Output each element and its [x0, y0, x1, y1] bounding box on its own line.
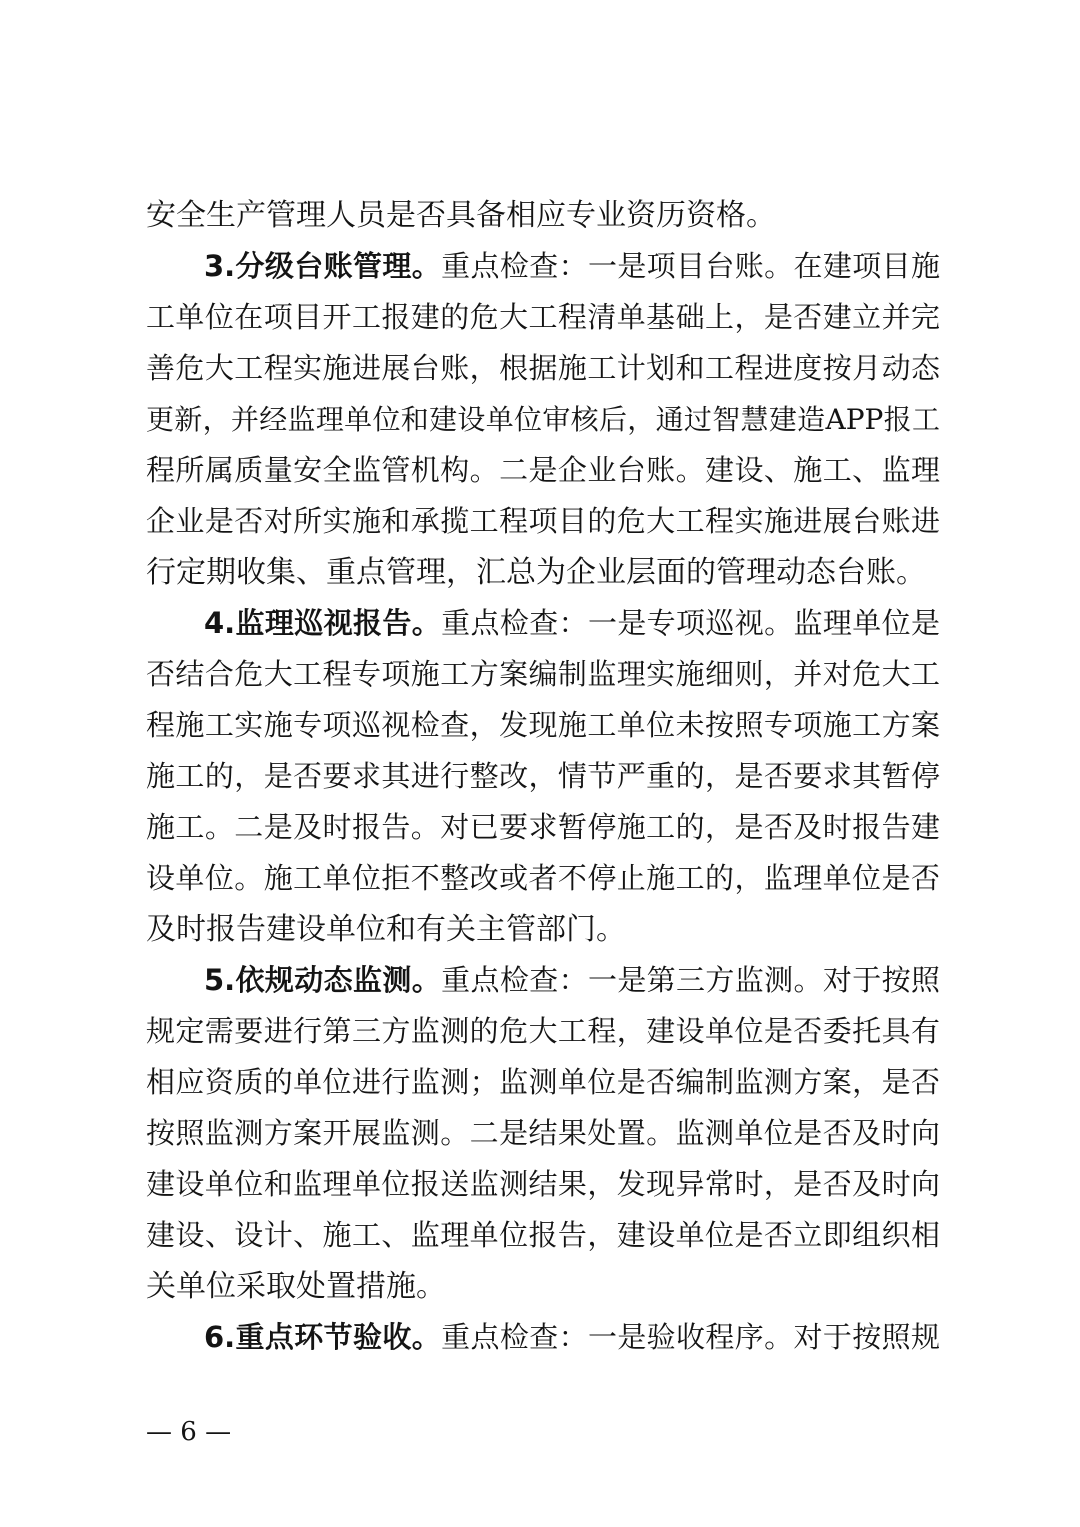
text-line: 施工。二是及时报告。对已要求暂停施工的，是否及时报告建	[146, 810, 940, 844]
section-heading-line: 6.重点环节验收。重点检查：一是验收程序。对于按照规	[204, 1320, 940, 1354]
text-line: 安全生产管理人员是否具备相应专业资历资格。	[146, 198, 776, 233]
text-line: 工单位在项目开工报建的危大工程清单基础上，是否建立并完	[146, 300, 940, 334]
text-line: 建设、设计、施工、监理单位报告，建设单位是否立即组织相	[146, 1218, 940, 1252]
text-line: 善危大工程实施进展台账，根据施工计划和工程进度按月动态	[146, 351, 940, 385]
text-line: 行定期收集、重点管理，汇总为企业层面的管理动态台账。	[146, 555, 926, 590]
text-line: 施工的，是否要求其进行整改，情节严重的，是否要求其暂停	[146, 759, 940, 793]
text-line: 按照监测方案开展监测。二是结果处置。监测单位是否及时向	[146, 1116, 940, 1150]
section-heading-line: 5.依规动态监测。重点检查：一是第三方监测。对于按照	[204, 963, 940, 997]
text-line: 程所属质量安全监管机构。二是企业台账。建设、施工、监理	[146, 453, 940, 487]
section-heading: 6.重点环节验收。	[204, 1320, 442, 1354]
section-heading: 4.监理巡视报告。	[204, 606, 442, 640]
text-line: 设单位。施工单位拒不整改或者不停止施工的，监理单位是否	[146, 861, 940, 895]
text-line: 关单位采取处置措施。	[146, 1269, 446, 1304]
text-line: 及时报告建设单位和有关主管部门。	[146, 912, 626, 947]
text-line: 否结合危大工程专项施工方案编制监理实施细则，并对危大工	[146, 657, 940, 691]
text-line: 建设单位和监理单位报送监测结果，发现异常时，是否及时向	[146, 1167, 940, 1201]
text-line: 程施工实施专项巡视检查，发现施工单位未按照专项施工方案	[146, 708, 940, 742]
text-line: 更新，并经监理单位和建设单位审核后，通过智慧建造APP报工	[146, 403, 940, 436]
section-heading: 3.分级台账管理。	[204, 249, 442, 283]
body-text	[146, 190, 940, 1363]
page-number: — 6 —	[146, 1417, 232, 1447]
section-heading: 5.依规动态监测。	[204, 963, 442, 997]
text-line: 规定需要进行第三方监测的危大工程，建设单位是否委托具有	[146, 1014, 940, 1048]
section-heading-line: 4.监理巡视报告。重点检查：一是专项巡视。监理单位是	[204, 606, 940, 640]
text-line: 企业是否对所实施和承揽工程项目的危大工程实施进展台账进	[146, 504, 940, 538]
text-line: 相应资质的单位进行监测；监测单位是否编制监测方案，是否	[146, 1065, 940, 1099]
section-heading-line: 3.分级台账管理。重点检查：一是项目台账。在建项目施	[204, 249, 940, 283]
